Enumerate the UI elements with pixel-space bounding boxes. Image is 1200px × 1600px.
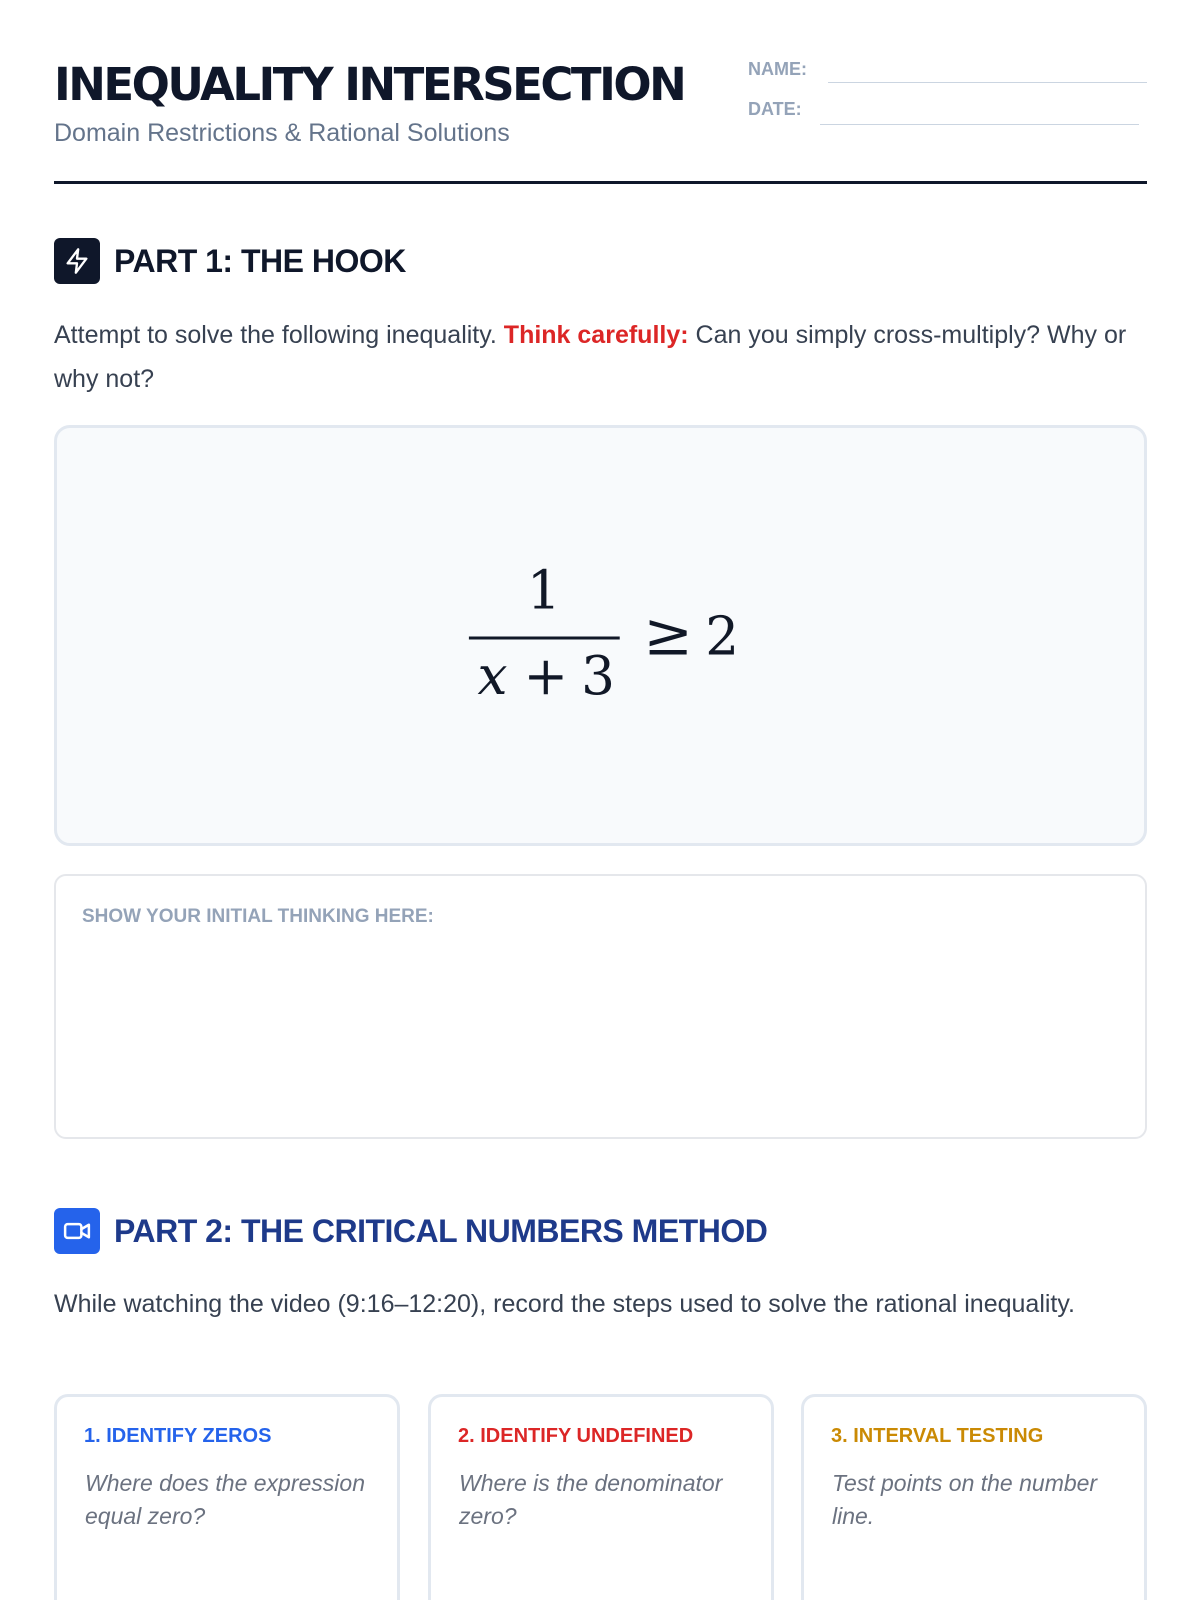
- worksheet-title: INEQUALITY INTERSECTION: [54, 58, 685, 111]
- formula-variable: x: [477, 645, 508, 708]
- instruction-question: Can you simply cross-multiply? Why or why not?: [54, 321, 1127, 393]
- step-card-description: Where does the expression equal zero?: [85, 1470, 365, 1529]
- worksheet-header: [54, 52, 1147, 184]
- initial-thinking-area[interactable]: [54, 874, 1147, 1139]
- part1-instruction: [54, 313, 1147, 401]
- part1-heading: [54, 238, 406, 284]
- part2-title: PART 2: THE CRITICAL NUMBERS METHOD: [114, 1212, 768, 1249]
- instruction-emphasis: Think carefully:: [503, 321, 689, 349]
- step-card-description: Test points on the number line.: [832, 1470, 1098, 1529]
- part1-title: PART 1: THE HOOK: [114, 242, 406, 279]
- part2-instruction: While watching the video (9:16–12:20), record the steps used to solve the rational inequality.: [54, 1290, 1075, 1318]
- instruction-text: Attempt to solve the following inequality.: [54, 321, 497, 349]
- formula-relation: ≥: [643, 599, 693, 669]
- date-field[interactable]: [820, 124, 1139, 125]
- inequality-display: [54, 425, 1147, 846]
- formula-rhs: 2: [705, 605, 740, 668]
- name-field[interactable]: [828, 82, 1147, 83]
- step-card-title: 3. INTERVAL TESTING: [831, 1425, 1044, 1447]
- date-label: DATE:: [748, 99, 802, 119]
- name-label: NAME:: [748, 59, 807, 79]
- inequality-formula: [57, 428, 1144, 843]
- step-card-description: Where is the denominator zero?: [459, 1470, 723, 1529]
- worksheet-subtitle: Domain Restrictions & Rational Solutions: [54, 119, 510, 147]
- lightning-icon: [54, 238, 100, 284]
- step-card-title: 2. IDENTIFY UNDEFINED: [458, 1425, 694, 1447]
- formula-plus: +: [523, 645, 569, 708]
- formula-constant: 3: [581, 645, 615, 708]
- video-camera-icon: [54, 1208, 100, 1254]
- step-card-title: 1. IDENTIFY ZEROS: [84, 1425, 272, 1447]
- thinking-label: SHOW YOUR INITIAL THINKING HERE:: [82, 906, 434, 927]
- step-card-zeros[interactable]: [54, 1394, 400, 1600]
- formula-numerator: 1: [526, 559, 561, 622]
- step-card-interval-testing[interactable]: [801, 1394, 1147, 1600]
- step-card-undefined[interactable]: [428, 1394, 774, 1600]
- part2-heading: [54, 1208, 767, 1254]
